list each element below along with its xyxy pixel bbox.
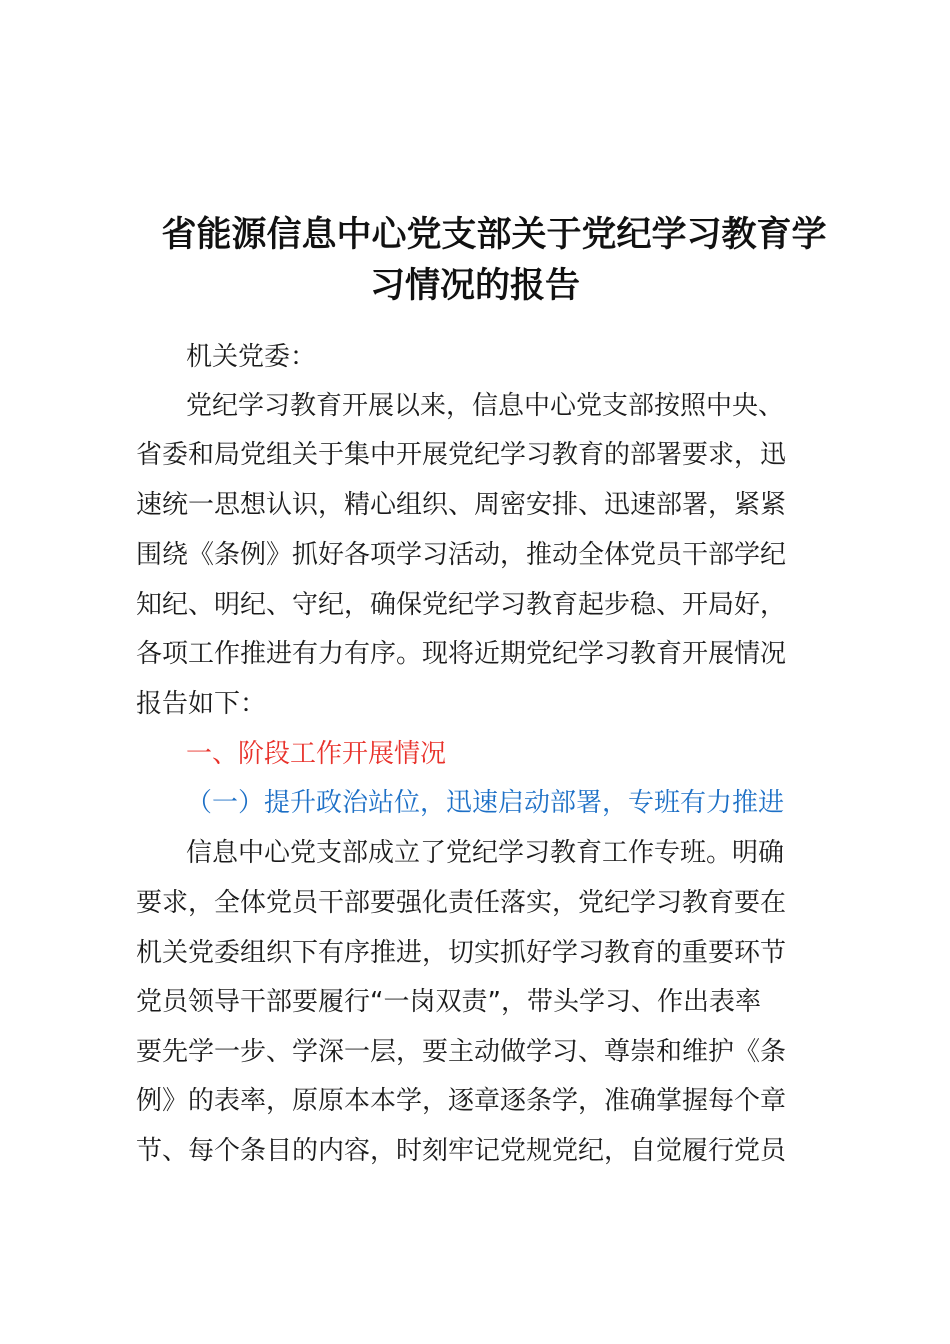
body-line-1: 信息中心党支部成立了党纪学习教育工作专班。明确 — [186, 838, 785, 868]
document-title-line-1: 省能源信息中心党支部关于党纪学习教育学 — [161, 215, 827, 255]
section-heading: 一、阶段工作开展情况 — [186, 739, 447, 769]
body-line-7: 节、每个条目的内容，时刻牢记党规党纪，自觉履行党员 — [136, 1136, 787, 1166]
intro-line-5: 知纪、明纪、守纪，确保党纪学习教育起步稳、开局好， — [136, 590, 787, 620]
body-line-4: 党员领导干部要履行“一岗双责”，带头学习、作出表率 — [136, 987, 761, 1017]
intro-line-1: 党纪学习教育开展以来，信息中心党支部按照中央、 — [186, 391, 785, 421]
intro-line-6: 各项工作推进有力有序。现将近期党纪学习教育开展情况 — [136, 639, 787, 669]
body-line-2: 要求，全体党员干部要强化责任落实，党纪学习教育要在 — [136, 888, 787, 918]
body-line-5: 要先学一步、学深一层，要主动做学习、尊崇和维护《条 — [136, 1037, 787, 1067]
subsection-heading: （一）提升政治站位，迅速启动部署，专班有力推进 — [186, 788, 785, 818]
document-title-line-2: 习情况的报告 — [369, 266, 580, 306]
intro-line-3: 速统一思想认识，精心组织、周密安排、迅速部署，紧紧 — [136, 490, 787, 520]
intro-line-4: 围绕《条例》抓好各项学习活动，推动全体党员干部学纪 — [136, 540, 787, 570]
intro-line-7: 报告如下： — [136, 689, 267, 719]
intro-line-2: 省委和局党组关于集中开展党纪学习教育的部署要求，迅 — [136, 440, 787, 470]
salutation: 机关党委： — [186, 342, 317, 372]
body-line-3: 机关党委组织下有序推进，切实抓好学习教育的重要环节 — [136, 938, 787, 968]
body-line-6: 例》的表率，原原本本学，逐章逐条学，准确掌握每个章 — [136, 1086, 787, 1116]
